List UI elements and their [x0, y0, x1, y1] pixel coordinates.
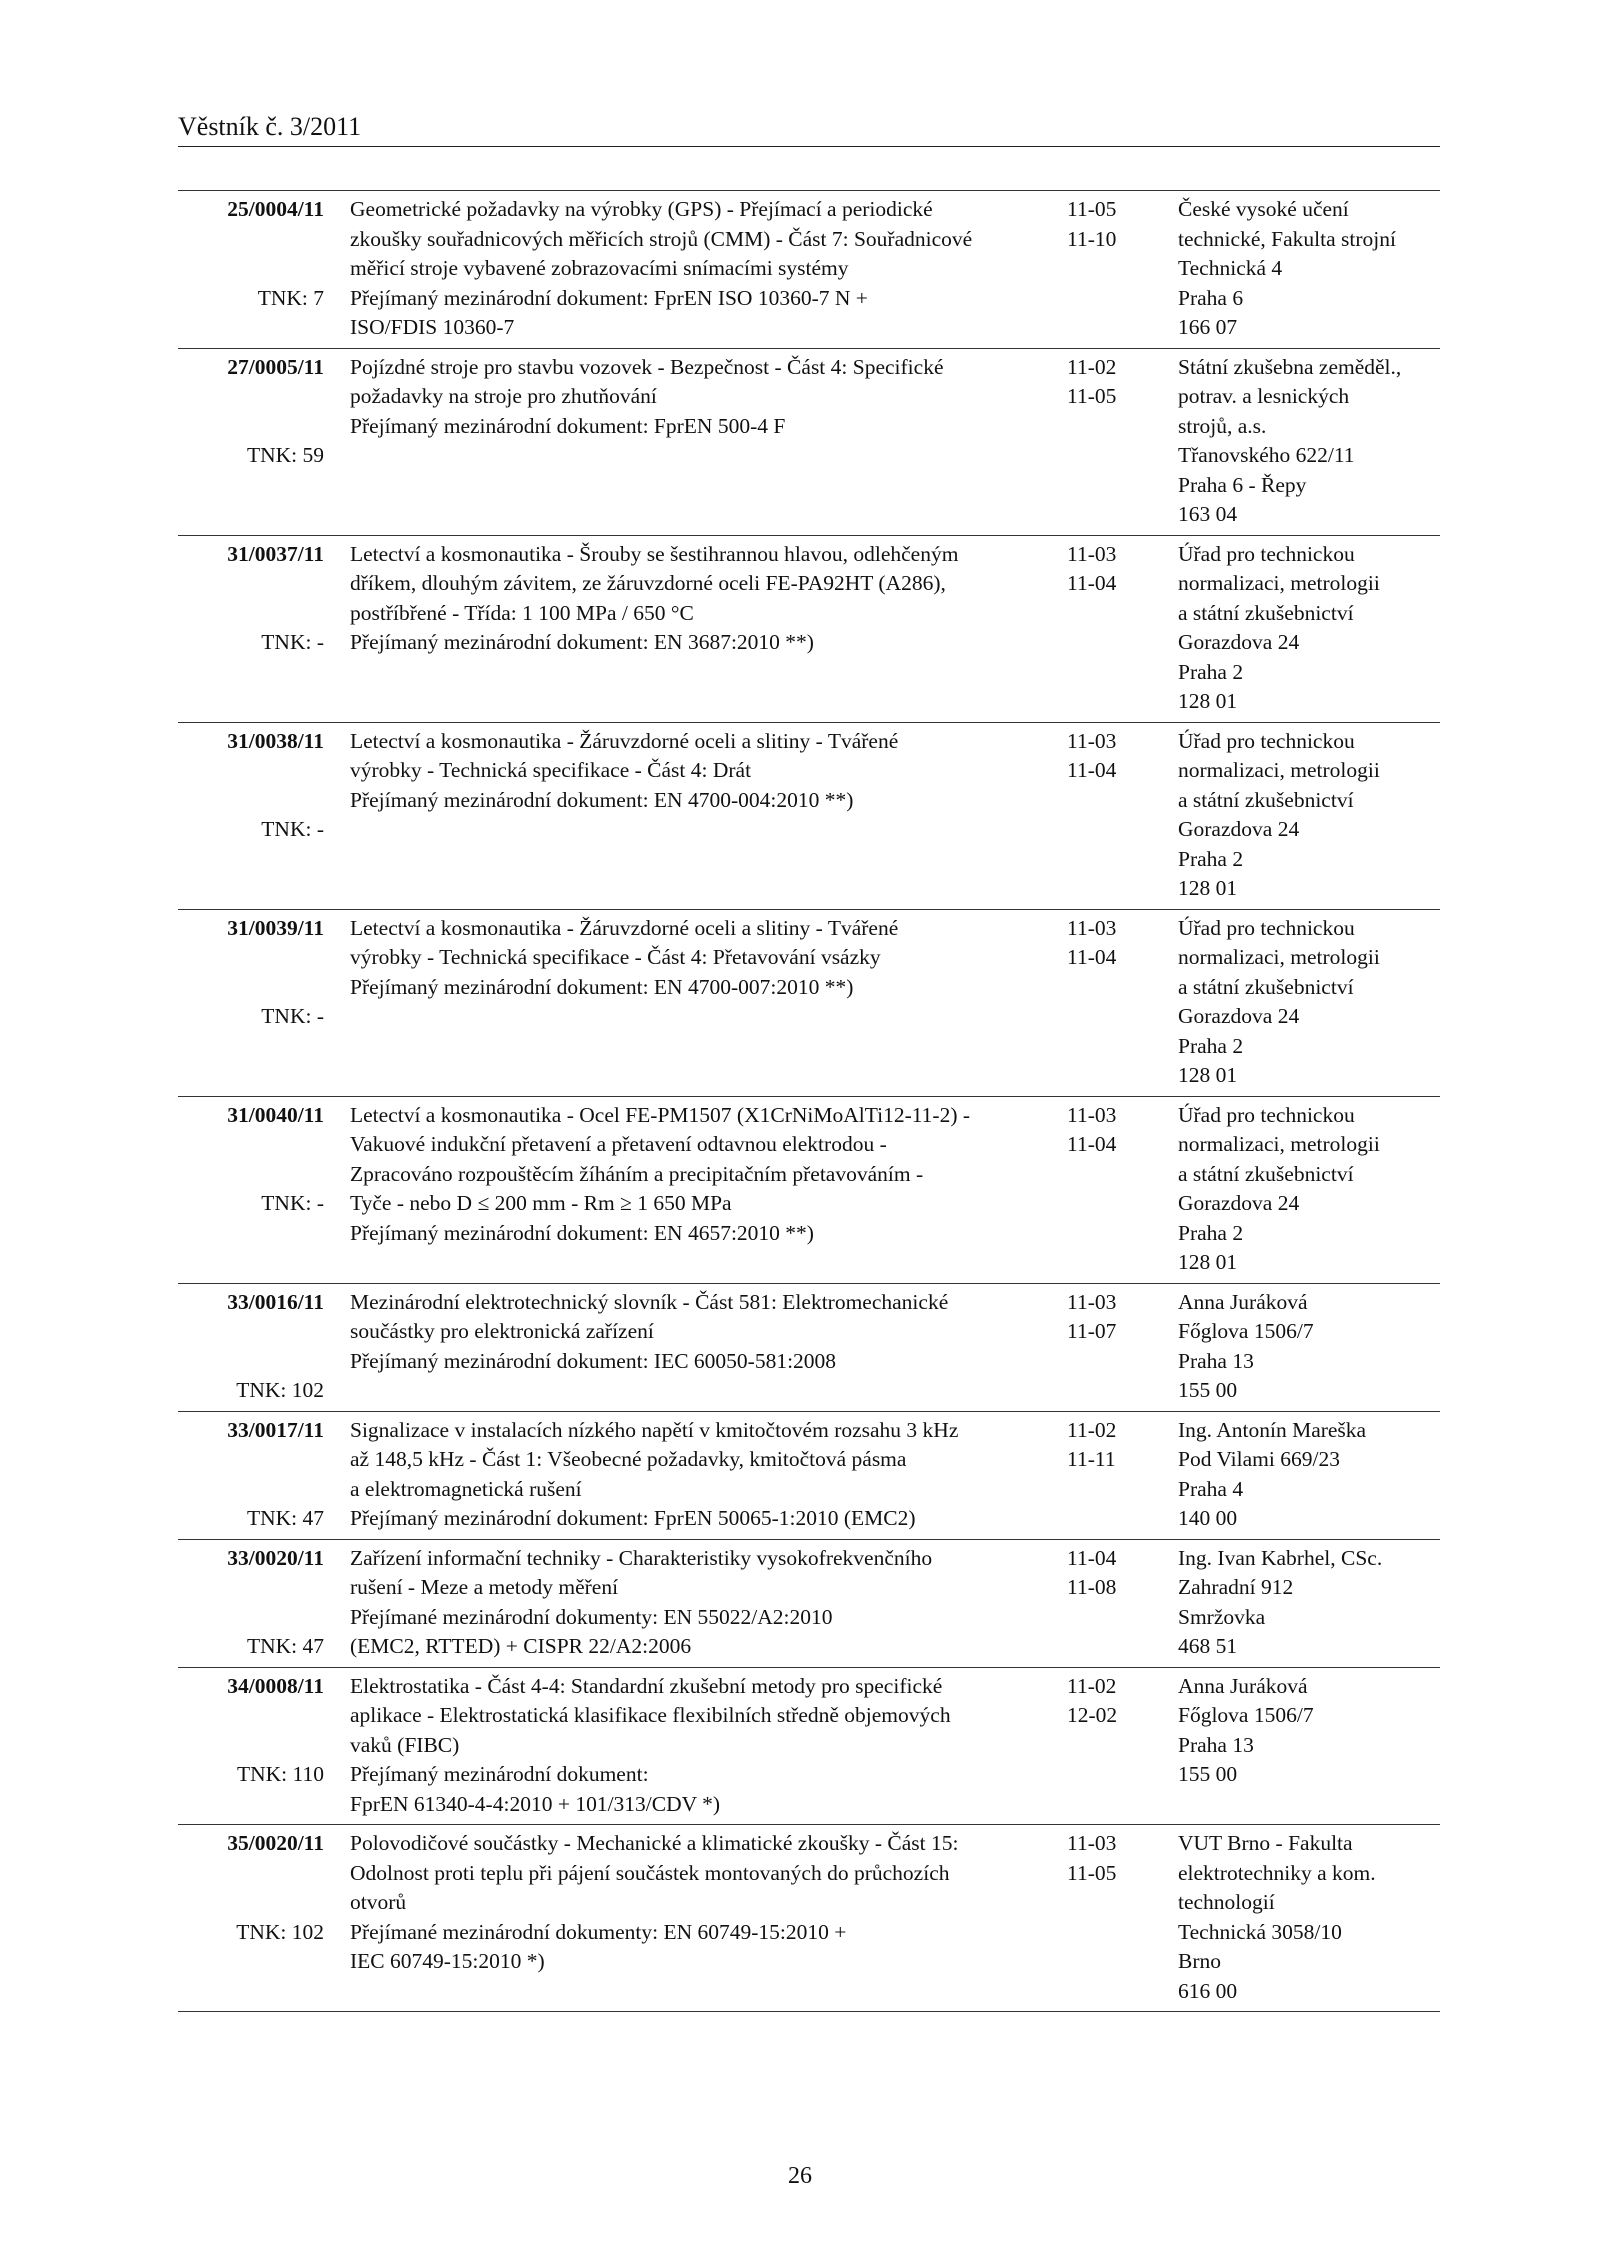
address-line: normalizaci, metrologii: [1178, 945, 1380, 969]
address-cell: [1178, 1829, 1440, 2006]
address-cell: [1178, 727, 1440, 904]
address-line: Úřad pro technickou: [1178, 1102, 1355, 1127]
document-code: 35/0020/11: [227, 1831, 324, 1855]
title-line: až 148,5 kHz - Část 1: Všeobecné požadavky, kmitočtová pásma: [350, 1447, 907, 1471]
title-line: Přejímaný mezinárodní dokument: FprEN ISO 10360-7 N +: [350, 285, 868, 310]
address-line: 128 01: [1178, 1063, 1238, 1087]
address-line: Gorazdova 24: [1178, 817, 1300, 841]
dates-cell: [1067, 1829, 1178, 2006]
address-cell: [1178, 353, 1440, 530]
title-line: Zařízení informační techniky - Charakteristiky vysokofrekvenčního: [350, 1545, 933, 1570]
address-cell: [1178, 1544, 1440, 1662]
title-line: Letectví a kosmonautika - Šrouby se šestihrannou hlavou, odlehčeným: [350, 541, 959, 566]
address-cell: [1178, 1101, 1440, 1278]
address-line: Ing. Ivan Kabrhel, CSc.: [1178, 1545, 1383, 1570]
address-line: Technická 3058/10: [1178, 1919, 1342, 1944]
title-line: požadavky na stroje pro zhutňování: [350, 384, 657, 408]
address-line: normalizaci, metrologii: [1178, 758, 1380, 782]
date-value: 11-04: [1067, 945, 1117, 969]
title-line: Pojízdné stroje pro stavbu vozovek - Bezpečnost - Část 4: Specifické: [350, 354, 944, 379]
date-value: 12-02: [1067, 1703, 1118, 1727]
address-line: Smržovka: [1178, 1604, 1266, 1629]
tnk-label: TNK: 47: [246, 1506, 324, 1530]
title-line: ISO/FDIS 10360-7: [350, 315, 515, 339]
address-line: 128 01: [1178, 876, 1238, 900]
tnk-label: TNK: 102: [236, 1378, 324, 1402]
dates-cell: [1067, 1416, 1178, 1534]
page-number: 26: [788, 2163, 812, 2189]
title-cell: [324, 1416, 1067, 1534]
date-value: 11-03: [1067, 728, 1117, 753]
title-line: Tyče - nebo D ≤ 200 mm - Rm ≥ 1 650 MPa: [350, 1191, 732, 1215]
title-line: Přejímaný mezinárodní dokument: EN 4700-004:2010 **): [350, 787, 854, 812]
address-line: potrav. a lesnických: [1178, 384, 1350, 408]
code-cell: [178, 1672, 324, 1820]
address-line: Gorazdova 24: [1178, 1191, 1300, 1215]
address-line: 140 00: [1178, 1506, 1238, 1530]
title-line: Přejímaný mezinárodní dokument: FprEN 500-4 F: [350, 413, 786, 438]
dates-cell: [1067, 1101, 1178, 1278]
address-line: a státní zkušebnictví: [1178, 787, 1354, 812]
date-value: 11-04: [1067, 758, 1117, 782]
document-code: 33/0017/11: [227, 1417, 324, 1442]
address-cell: [1178, 1288, 1440, 1406]
table-row: [178, 536, 1440, 723]
title-cell: [324, 195, 1067, 343]
dates-cell: [1067, 1672, 1178, 1820]
title-line: IEC 60749-15:2010 *): [350, 1949, 545, 1973]
page-header-title: Věstník č. 3/2011: [178, 112, 362, 141]
date-value: 11-03: [1067, 1289, 1117, 1314]
address-line: Zahradní 912: [1178, 1575, 1294, 1599]
code-cell: [178, 1288, 324, 1406]
code-cell: [178, 1416, 324, 1534]
address-line: Anna Juráková: [1178, 1289, 1308, 1314]
title-line: dříkem, dlouhým závitem, ze žáruvzdorné oceli FE-PA92HT (A286),: [350, 571, 946, 595]
address-line: Úřad pro technickou: [1178, 728, 1355, 753]
title-cell: [324, 914, 1067, 1091]
address-line: Praha 4: [1178, 1476, 1244, 1501]
address-line: Főglova 1506/7: [1178, 1703, 1314, 1727]
document-code: 31/0038/11: [227, 728, 324, 753]
date-value: 11-03: [1067, 1102, 1117, 1127]
tnk-label: TNK: 47: [246, 1634, 324, 1658]
code-cell: [178, 1544, 324, 1662]
address-line: Praha 2: [1178, 659, 1244, 684]
code-cell: [178, 540, 324, 717]
date-value: 11-04: [1067, 571, 1117, 595]
address-line: Praha 6 - Řepy: [1178, 472, 1307, 497]
address-line: Úřad pro technickou: [1178, 915, 1355, 940]
title-cell: [324, 1672, 1067, 1820]
date-value: 11-03: [1067, 1831, 1117, 1855]
document-code: 31/0040/11: [227, 1102, 324, 1127]
title-line: a elektromagnetická rušení: [350, 1476, 582, 1501]
dates-cell: [1067, 353, 1178, 530]
table-row: [178, 723, 1440, 910]
dates-cell: [1067, 540, 1178, 717]
address-line: Ing. Antonín Mareška: [1178, 1417, 1367, 1442]
table-row: [178, 1668, 1440, 1826]
header-divider: [178, 146, 1440, 147]
title-line: Zpracováno rozpouštěcím žíháním a precipitačním přetavováním -: [350, 1161, 924, 1186]
address-line: 155 00: [1178, 1378, 1238, 1402]
address-cell: [1178, 1416, 1440, 1534]
title-line: FprEN 61340-4-4:2010 + 101/313/CDV *): [350, 1791, 721, 1816]
title-line: Přejímané mezinárodní dokumenty: EN 55022/A2:2010: [350, 1604, 833, 1629]
address-line: 616 00: [1178, 1978, 1238, 2003]
address-line: Technická 4: [1178, 256, 1283, 280]
address-line: Főglova 1506/7: [1178, 1319, 1314, 1343]
tnk-label: TNK: 7: [257, 285, 324, 310]
table-row: [178, 349, 1440, 536]
address-line: 468 51: [1178, 1634, 1238, 1658]
address-line: normalizaci, metrologii: [1178, 571, 1380, 595]
address-line: Brno: [1178, 1949, 1221, 1973]
tnk-label: TNK: -: [261, 1004, 324, 1028]
date-value: 11-03: [1067, 915, 1117, 940]
tnk-label: TNK: -: [261, 630, 324, 654]
address-line: a státní zkušebnictví: [1178, 1161, 1354, 1186]
document-code: 34/0008/11: [227, 1673, 324, 1698]
address-line: Praha 13: [1178, 1732, 1254, 1757]
address-line: České vysoké učení: [1178, 197, 1349, 221]
document-code: 33/0016/11: [227, 1289, 324, 1314]
title-cell: [324, 1544, 1067, 1662]
address-line: elektrotechniky a kom.: [1178, 1860, 1376, 1885]
address-cell: [1178, 914, 1440, 1091]
address-line: 128 01: [1178, 1250, 1238, 1274]
title-line: Mezinárodní elektrotechnický slovník - Část 581: Elektromechanické: [350, 1289, 949, 1314]
title-cell: [324, 727, 1067, 904]
code-cell: [178, 195, 324, 343]
title-line: Přejímaný mezinárodní dokument: FprEN 50065-1:2010 (EMC2): [350, 1506, 916, 1530]
date-value: 11-02: [1067, 1673, 1117, 1698]
title-line: rušení - Meze a metody měření: [350, 1575, 619, 1599]
title-line: zkoušky souřadnicových měřicích strojů (CMM) - Část 7: Souřadnicové: [350, 226, 973, 251]
document-code: 31/0037/11: [227, 541, 324, 566]
title-line: Přejímaný mezinárodní dokument: IEC 60050-581:2008: [350, 1348, 837, 1373]
table-row: [178, 1540, 1440, 1668]
date-value: 11-10: [1067, 226, 1117, 251]
table-row: [178, 1412, 1440, 1540]
address-line: technologií: [1178, 1890, 1275, 1914]
document-code: 31/0039/11: [227, 915, 324, 940]
dates-cell: [1067, 195, 1178, 343]
address-line: a státní zkušebnictví: [1178, 600, 1354, 625]
address-line: Praha 2: [1178, 1220, 1244, 1245]
title-line: Signalizace v instalacích nízkého napětí v kmitočtovém rozsahu 3 kHz: [350, 1417, 959, 1442]
address-line: VUT Brno - Fakulta: [1178, 1831, 1353, 1855]
date-value: 11-05: [1067, 1860, 1117, 1885]
address-line: Státní zkušebna zeměděl.,: [1178, 354, 1402, 379]
date-value: 11-07: [1067, 1319, 1117, 1343]
title-line: Přejímaný mezinárodní dokument:: [350, 1762, 649, 1786]
title-line: Vakuové indukční přetavení a přetavení odtavnou elektrodou -: [350, 1132, 887, 1156]
code-cell: [178, 1829, 324, 2006]
date-value: 11-04: [1067, 1132, 1117, 1156]
title-line: Přejímaný mezinárodní dokument: EN 3687:2010 **): [350, 630, 814, 654]
title-line: otvorů: [350, 1890, 407, 1914]
address-line: strojů, a.s.: [1178, 413, 1267, 438]
table-row: [178, 910, 1440, 1097]
title-line: Letectví a kosmonautika - Žáruvzdorné oceli a slitiny - Tvářené: [350, 915, 899, 940]
title-line: Elektrostatika - Část 4-4: Standardní zkušební metody pro specifické: [350, 1673, 943, 1698]
date-value: 11-04: [1067, 1545, 1117, 1570]
address-line: 155 00: [1178, 1762, 1238, 1786]
title-line: postříbřené - Třída: 1 100 MPa / 650 °C: [350, 600, 694, 625]
address-line: normalizaci, metrologii: [1178, 1132, 1380, 1156]
address-line: technické, Fakulta strojní: [1178, 226, 1396, 251]
tnk-label: TNK: 110: [237, 1762, 324, 1786]
title-line: měřicí stroje vybavené zobrazovacími snímacími systémy: [350, 256, 849, 280]
title-line: Přejímané mezinárodní dokumenty: EN 60749-15:2010 +: [350, 1919, 847, 1944]
title-line: (EMC2, RTTED) + CISPR 22/A2:2006: [350, 1634, 692, 1658]
date-value: 11-03: [1067, 541, 1117, 566]
document-code: 33/0020/11: [227, 1545, 324, 1570]
address-line: 128 01: [1178, 689, 1238, 713]
tnk-label: TNK: -: [261, 817, 324, 841]
document-code: 27/0005/11: [227, 354, 324, 379]
address-line: Gorazdova 24: [1178, 630, 1300, 654]
title-cell: [324, 1829, 1067, 2006]
date-value: 11-08: [1067, 1575, 1117, 1599]
table-row: [178, 1284, 1440, 1412]
date-value: 11-02: [1067, 354, 1117, 379]
dates-cell: [1067, 1288, 1178, 1406]
date-value: 11-11: [1067, 1447, 1116, 1471]
tnk-label: TNK: 59: [246, 443, 324, 467]
address-cell: [1178, 195, 1440, 343]
code-cell: [178, 353, 324, 530]
title-cell: [324, 1288, 1067, 1406]
title-line: výrobky - Technická specifikace - Část 4: Drát: [350, 758, 752, 782]
dates-cell: [1067, 1544, 1178, 1662]
code-cell: [178, 914, 324, 1091]
address-line: Praha 13: [1178, 1348, 1254, 1373]
code-cell: [178, 727, 324, 904]
address-line: 163 04: [1178, 502, 1238, 526]
address-cell: [1178, 1672, 1440, 1820]
dates-cell: [1067, 914, 1178, 1091]
title-cell: [324, 353, 1067, 530]
address-line: Praha 2: [1178, 846, 1244, 871]
title-cell: [324, 1101, 1067, 1278]
address-line: Úřad pro technickou: [1178, 541, 1355, 566]
title-line: součástky pro elektronická zařízení: [350, 1319, 654, 1343]
address-line: Anna Juráková: [1178, 1673, 1308, 1698]
address-line: Praha 2: [1178, 1033, 1244, 1058]
title-line: Geometrické požadavky na výrobky (GPS) - Přejímací a periodické: [350, 197, 933, 221]
address-line: Třanovského 622/11: [1178, 443, 1355, 467]
address-line: 166 07: [1178, 315, 1238, 339]
title-line: Polovodičové součástky - Mechanické a klimatické zkoušky - Část 15:: [350, 1831, 959, 1855]
tnk-label: TNK: 102: [236, 1919, 324, 1944]
date-value: 11-02: [1067, 1417, 1117, 1442]
document-code: 25/0004/11: [227, 197, 324, 221]
title-line: výrobky - Technická specifikace - Část 4: Přetavování vsázky: [350, 945, 881, 969]
title-line: Odolnost proti teplu při pájení součástek montovaných do průchozích: [350, 1860, 950, 1885]
date-value: 11-05: [1067, 384, 1117, 408]
title-line: Letectví a kosmonautika - Žáruvzdorné oceli a slitiny - Tvářené: [350, 728, 899, 753]
address-line: Gorazdova 24: [1178, 1004, 1300, 1028]
date-value: 11-05: [1067, 197, 1117, 221]
address-line: Pod Vilami 669/23: [1178, 1447, 1340, 1471]
code-cell: [178, 1101, 324, 1278]
title-line: Letectví a kosmonautika - Ocel FE-PM1507 (X1CrNiMoAlTi12-11-2) -: [350, 1102, 971, 1127]
title-line: aplikace - Elektrostatická klasifikace flexibilních středně objemových: [350, 1703, 951, 1727]
table-row: [178, 1097, 1440, 1284]
title-line: Přejímaný mezinárodní dokument: EN 4657:2010 **): [350, 1220, 814, 1245]
table-row: [178, 1825, 1440, 2012]
address-cell: [1178, 540, 1440, 717]
title-line: Přejímaný mezinárodní dokument: EN 4700-007:2010 **): [350, 974, 854, 999]
address-line: Praha 6: [1178, 285, 1244, 310]
tnk-label: TNK: -: [261, 1191, 324, 1215]
title-cell: [324, 540, 1067, 717]
dates-cell: [1067, 727, 1178, 904]
table-row: [178, 191, 1440, 349]
standards-table: [178, 190, 1440, 2012]
address-line: a státní zkušebnictví: [1178, 974, 1354, 999]
title-line: vaků (FIBC): [350, 1732, 460, 1757]
